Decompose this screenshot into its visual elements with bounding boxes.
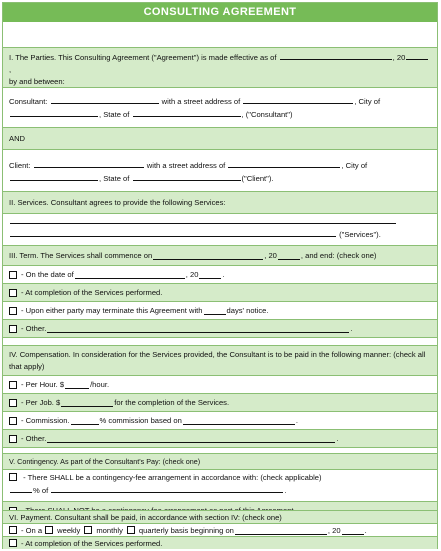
term-heading-row: [3, 245, 437, 265]
monthly-checkbox[interactable]: [84, 526, 92, 534]
consultant-role-label: , ("Consultant"): [241, 110, 293, 119]
comp-job-checkbox[interactable]: [9, 399, 17, 407]
comp-commission-checkbox[interactable]: [9, 417, 17, 425]
contingency-heading-row: [3, 453, 437, 469]
term-heading: III. Term. The Services shall commence on: [9, 251, 153, 260]
year-prefix: , 20: [392, 53, 406, 62]
comp-hour-label: - Per Hour. $: [21, 380, 65, 389]
contingency-heading: V. Contingency. As part of the Consultant's Pay: (check one): [9, 457, 201, 466]
comp-other-checkbox[interactable]: [9, 435, 17, 443]
comp-other-label: - Other.: [21, 434, 47, 443]
payment-heading: VI. Payment. Consultant shall be paid, in accordance with section IV: (check one): [9, 512, 282, 522]
term-option-notice: [3, 301, 437, 319]
job-completion-label: for the completion of the Services.: [114, 398, 230, 407]
spacer: [3, 337, 437, 345]
consultant-state-label: , State of: [99, 110, 130, 119]
term-date-label: - On the date of: [21, 270, 74, 279]
payment-heading-row: [3, 510, 437, 523]
period: .: [222, 270, 225, 279]
services-heading: II. Services. Consultant agrees to provide the following Services:: [9, 198, 226, 207]
consultant-street-label: with a street address of: [161, 97, 241, 106]
hourly-rate-field[interactable]: [65, 380, 89, 389]
quarterly-label: quarterly basis beginning on: [138, 525, 234, 535]
services-end-label: ("Services").: [339, 230, 381, 239]
quarterly-checkbox[interactable]: [127, 526, 135, 534]
client-city-field[interactable]: [10, 172, 98, 181]
weekly-label: weekly: [57, 525, 81, 535]
term-other-label: - Other.: [21, 324, 47, 333]
comp-hour-checkbox[interactable]: [9, 381, 17, 389]
client-name-field[interactable]: [34, 159, 144, 168]
client-state-field[interactable]: [133, 172, 241, 181]
payment-on-a-label: - On a: [21, 525, 43, 535]
form-title: CONSULTING AGREEMENT: [3, 3, 437, 22]
notice-days-field[interactable]: [204, 306, 226, 315]
job-amount-field[interactable]: [61, 398, 113, 407]
client-street-field[interactable]: [228, 159, 340, 168]
term-end-label: , and end: (check one): [300, 251, 377, 260]
client-state-label: , State of: [99, 174, 130, 183]
term-end-year-field[interactable]: [199, 270, 221, 279]
parties-by-between: by and between:: [9, 77, 65, 86]
parties-section: [3, 47, 437, 87]
year-prefix: , 20: [264, 251, 277, 260]
term-completion-checkbox[interactable]: [9, 289, 17, 297]
consultant-city-field[interactable]: [10, 108, 98, 117]
payment-option-schedule: [3, 523, 437, 536]
period: .: [364, 525, 367, 535]
period: .: [350, 324, 353, 333]
comp-option-other: [3, 429, 437, 447]
term-other-field[interactable]: [47, 324, 349, 333]
contingency-percent-field[interactable]: [10, 484, 32, 493]
year-prefix: , 20: [327, 525, 341, 535]
comp-option-commission: [3, 411, 437, 429]
services-line-1[interactable]: [10, 215, 396, 224]
term-date-checkbox[interactable]: [9, 271, 17, 279]
period: .: [295, 416, 298, 425]
effective-date-field[interactable]: [280, 51, 392, 60]
commission-percent-field[interactable]: [71, 416, 99, 425]
payment-schedule-checkbox[interactable]: [9, 526, 17, 534]
contingency-shall-checkbox[interactable]: [9, 473, 17, 481]
commission-basis-label: % commission based on: [99, 416, 182, 425]
services-line-2[interactable]: [10, 228, 336, 237]
client-city-label: , City of: [341, 161, 368, 170]
period: .: [284, 486, 287, 495]
consultant-name-field[interactable]: [51, 95, 159, 104]
payment-completion-label: - At completion of the Services performed.: [21, 538, 163, 548]
services-heading-row: [3, 191, 437, 213]
comma: ,: [9, 65, 12, 74]
term-option-completion: [3, 283, 437, 301]
payment-start-date-field[interactable]: [235, 526, 327, 535]
agreement-form: [2, 2, 438, 549]
monthly-label: monthly: [96, 525, 123, 535]
comp-job-label: - Per Job. $: [21, 398, 61, 407]
term-option-date: [3, 265, 437, 283]
commission-basis-field[interactable]: [183, 416, 295, 425]
per-hour-label: /hour.: [90, 380, 110, 389]
effective-year-field[interactable]: [406, 51, 428, 60]
term-end-date-field[interactable]: [75, 270, 185, 279]
contingency-shall-label: - There SHALL be a contingency-fee arrangement in accordance with: (check applicable): [23, 473, 322, 482]
comp-other-field[interactable]: [47, 434, 335, 443]
client-role-label: ("Client").: [241, 174, 274, 183]
services-lines: [3, 213, 437, 245]
contingency-percent-label: % of: [33, 486, 49, 495]
parties-text: I. The Parties. This Consulting Agreement ("Agreement") is made effective as of: [9, 53, 277, 62]
term-start-date-field[interactable]: [153, 251, 263, 260]
client-label: Client:: [9, 161, 31, 170]
and-row: [3, 127, 437, 149]
weekly-checkbox[interactable]: [45, 526, 53, 534]
client-section: [3, 149, 437, 191]
consultant-city-label: , City of: [354, 97, 381, 106]
term-start-year-field[interactable]: [278, 251, 300, 260]
and-label: AND: [9, 134, 26, 143]
consultant-state-field[interactable]: [133, 108, 241, 117]
term-completion-label: - At completion of the Services performed.: [21, 288, 163, 297]
year-prefix: , 20: [185, 270, 199, 279]
payment-start-year-field[interactable]: [342, 526, 364, 535]
payment-option-completion: [3, 536, 437, 549]
term-notice-checkbox[interactable]: [9, 307, 17, 315]
term-other-checkbox[interactable]: [9, 325, 17, 333]
days-notice-label: days' notice.: [226, 306, 269, 315]
comp-commission-label: - Commission.: [21, 416, 70, 425]
consultant-section: [3, 87, 437, 127]
term-notice-label: - Upon either party may terminate this Agreement with: [21, 306, 203, 315]
term-option-other: [3, 319, 437, 337]
payment-completion-checkbox[interactable]: [9, 539, 17, 547]
client-street-label: with a street address of: [146, 161, 226, 170]
comp-option-job: [3, 393, 437, 411]
contingency-basis-field[interactable]: [51, 484, 283, 493]
consultant-street-field[interactable]: [243, 95, 353, 104]
period: .: [336, 434, 339, 443]
compensation-heading-row: [3, 345, 437, 375]
contingency-option-shall: [3, 469, 437, 501]
compensation-heading: IV. Compensation. In consideration for the Services provided, the Consultant is to be paid in the following manner: (check all that apply): [9, 350, 426, 371]
consultant-label: Consultant:: [9, 97, 48, 106]
comp-option-hour: [3, 375, 437, 393]
